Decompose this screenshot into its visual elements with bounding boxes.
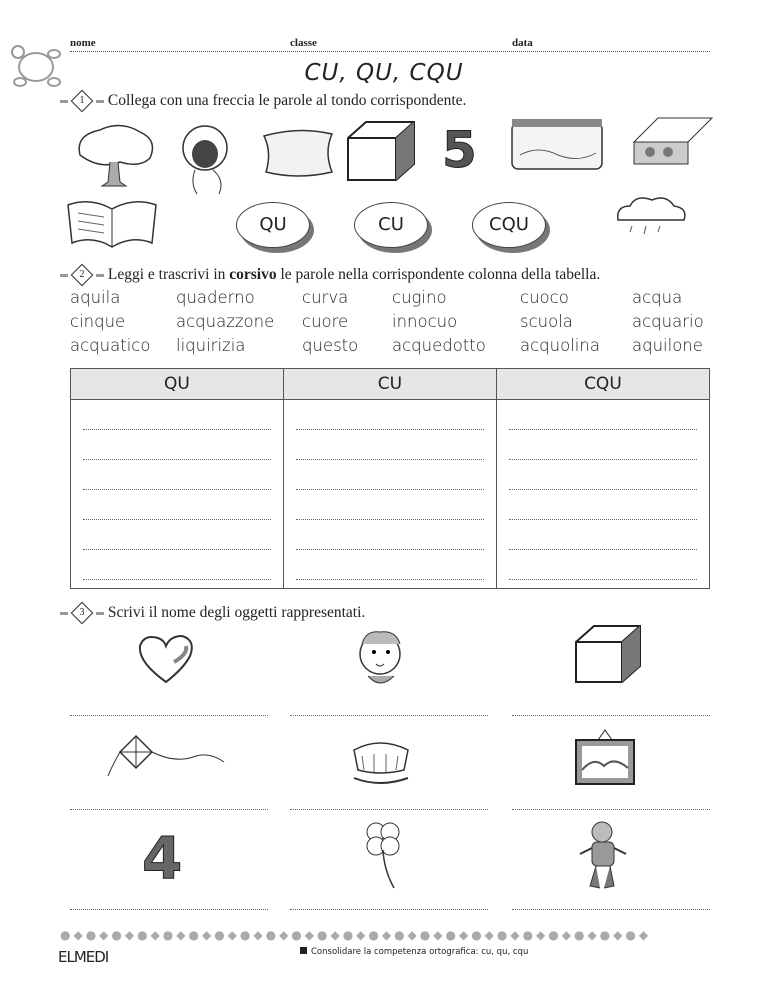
exercise-number: 1 [71,90,94,113]
word-item: cuoco [520,288,569,307]
class-label: classe [290,37,317,49]
publisher-logo: ELMEDI [58,948,109,966]
word-item: scuola [520,312,573,331]
clover-icon [358,818,408,890]
word-item: cinque [70,312,126,331]
stove-icon [628,112,718,170]
writing-line[interactable] [509,490,697,520]
name-label: nome [70,37,96,49]
bubble-qu[interactable]: QU [236,202,310,248]
answer-line[interactable] [290,808,488,810]
table-header-qu: QU [71,369,284,400]
answer-line[interactable] [512,808,710,810]
header-line[interactable] [70,51,710,52]
svg-text:5: 5 [442,122,477,172]
page-title: CU, QU, CQU [304,60,464,86]
book-icon [64,195,160,251]
aquarium-icon [508,115,608,173]
cradle-icon [346,726,416,790]
answer-line[interactable] [290,908,488,910]
table-column-cqu[interactable] [496,400,709,589]
exercise-number: 3 [71,602,94,625]
four-icon [140,826,196,882]
exercise-2-instruction: 2 Leggi e trascrivi in corsivo le parole nella corrispondente colonna della tabella. [60,266,600,284]
child-icon [346,624,416,694]
word-item: cuore [302,312,349,331]
table-header-cqu: CQU [496,369,709,400]
writing-line[interactable] [296,520,484,550]
word-item: curva [302,288,349,307]
answer-line[interactable] [290,714,488,716]
diver-icon [572,814,632,894]
painting-icon [570,726,640,790]
word-item: aquila [70,288,121,307]
word-item: questo [302,336,359,355]
word-item: acquedotto [392,336,486,355]
writing-line[interactable] [296,550,484,580]
writing-line[interactable] [509,400,697,430]
writing-line[interactable] [83,400,271,430]
five-icon [440,122,488,172]
writing-line[interactable] [296,490,484,520]
writing-line[interactable] [296,430,484,460]
writing-line[interactable] [296,400,484,430]
answer-line[interactable] [70,908,268,910]
table-header-cu: CU [283,369,496,400]
writing-line[interactable] [509,550,697,580]
answer-line[interactable] [70,714,268,716]
footer-divider: ●◆●◆●◆●◆●◆●◆●◆●◆●◆●◆●◆●◆●◆●◆●◆●◆●◆●◆●◆●◆●◆●◆●◆ [60,928,652,942]
writing-line[interactable] [509,460,697,490]
word-item: acquatico [70,336,151,355]
word-item: quaderno [176,288,255,307]
word-item: liquirizia [176,336,246,355]
answer-line[interactable] [512,908,710,910]
transcription-table [70,368,710,589]
date-label: data [512,37,533,49]
word-item: acquario [632,312,704,331]
word-item: acquolina [520,336,600,355]
pillow-icon [258,122,338,182]
word-item: innocuo [392,312,458,331]
writing-line[interactable] [83,430,271,460]
cloud-icon [608,192,692,242]
heart-icon [134,632,198,686]
tree-icon [70,120,160,190]
footer-caption: Consolidare la competenza ortografica: cu, qu, cqu [300,947,528,957]
bonnet-icon [175,118,245,198]
table-column-cu[interactable] [283,400,496,589]
exercise-1-instruction: 1 Collega con una freccia le parole al tondo corrispondente. [60,92,466,110]
writing-line[interactable] [509,520,697,550]
word-item: cugino [392,288,447,307]
writing-line[interactable] [83,520,271,550]
bubble-cu[interactable]: CU [354,202,428,248]
writing-line[interactable] [83,550,271,580]
writing-line[interactable] [83,490,271,520]
writing-line[interactable] [296,460,484,490]
bubble-cqu[interactable]: CQU [472,202,546,248]
answer-line[interactable] [70,808,268,810]
writing-line[interactable] [83,460,271,490]
word-item: aquilone [632,336,703,355]
word-item: acquazzone [176,312,275,331]
word-item: acqua [632,288,683,307]
table-column-qu[interactable] [71,400,284,589]
exercise-3-instruction: 3 Scrivi il nome degli oggetti rappresentati. [60,604,365,622]
cube-icon [342,118,420,184]
cube-icon [570,622,646,686]
writing-line[interactable] [509,430,697,460]
exercise-number: 2 [71,264,94,287]
svg-text:4: 4 [142,826,183,882]
answer-line[interactable] [512,714,710,716]
kite-icon [106,730,230,784]
